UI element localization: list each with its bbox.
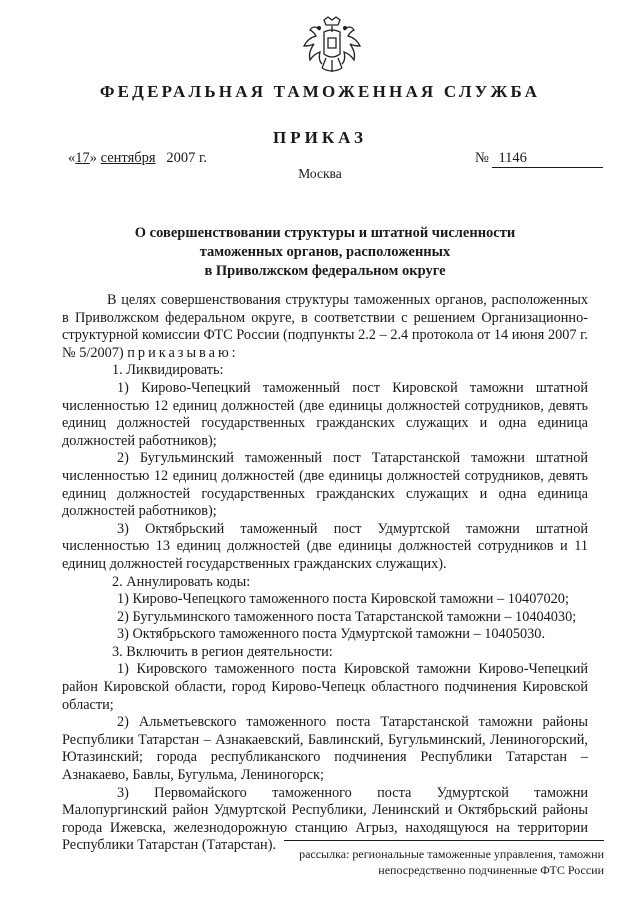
footer-divider [284, 840, 604, 841]
list-item: 3) Октябрьского таможенного поста Удмуртской таможни – 10405030. [117, 626, 546, 643]
document-title [60, 224, 590, 281]
date-month: сентября [100, 150, 156, 166]
number-prefix: № [475, 150, 489, 166]
city: Москва [298, 166, 342, 181]
list-item: 2) Альметьевского таможенного поста Татарстанской таможни районы Республики Татарстан – Азнакаевский, Бавлинский, Бугульминский, Лениногорский, Ютазинский; города республиканского подчинения Республики Татарстан – Азнакаево, Бавлы, Бугульма, Лениногорск; [62, 714, 588, 784]
list-item: 3) Первомайского таможенного поста Удмуртской таможни Малопургинский район Удмуртской Республики, Ленинский и Октябрьский районы города Ижевска, железнодорожную станцию Агрыз, находящуюся на территории Республики Татарстан (Татарстан). [62, 784, 588, 854]
date-year: 2007 г. [166, 150, 207, 166]
distribution-note [284, 846, 604, 878]
date-day: 17 [75, 150, 90, 166]
list-item: 1) Кировского таможенного поста Кировской таможни Кирово-Чепецкий район Кировской области, город Кирово-Чепецк областного подчинения Кировской области; [62, 661, 588, 713]
distribution-line: рассылка: региональные таможенные управления, таможни [299, 847, 604, 861]
double-headed-eagle-emblem-icon [302, 14, 362, 78]
section-heading: 3. Включить в регион деятельности: [112, 643, 333, 660]
document-body [62, 292, 588, 855]
agency-name: ФЕДЕРАЛЬНАЯ ТАМОЖЕННАЯ СЛУЖБА [99, 82, 541, 101]
list-item: 1) Кирово-Чепецкого таможенного поста Кировской таможни – 10407020; [117, 591, 569, 608]
distribution-line: непосредственно подчиненные ФТС России [378, 863, 604, 877]
list-item: 1) Кирово-Чепецкий таможенный пост Кировской таможни штатной численностью 12 единиц должностей (две единицы должностей сотрудников, девять единиц должностей государственных гражданских служащих и одна единица должностей работников); [62, 379, 588, 449]
section-heading: 1. Ликвидировать: [112, 362, 224, 379]
list-item: 2) Бугульминский таможенный пост Татарстанской таможни штатной численностью 12 единиц должностей (две единицы должностей сотрудников, девять единиц должностей государственных гражданских служащих и одна единица должностей работников); [62, 450, 588, 520]
title-line: в Приволжском федеральном округе [204, 263, 446, 279]
document-type: ПРИКАЗ [273, 128, 367, 147]
list-item: 2) Бугульминского таможенного поста Татарстанской таможни – 10404030; [117, 608, 577, 625]
order-date: «17» сентября 2007 г. [68, 150, 207, 166]
intro-paragraph [62, 292, 588, 362]
title-line: таможенных органов, расположенных [199, 244, 451, 260]
number-value: 1146 [492, 150, 603, 168]
list-item: 3) Октябрьский таможенный пост Удмуртской таможни штатной численностью 13 единиц должностей (две единицы должностей сотрудников и 11 единиц должностей государственных гражданских служащих). [62, 520, 588, 572]
section-heading: 2. Аннулировать коды: [112, 573, 251, 590]
intro-action: приказываю: [127, 344, 239, 361]
intro-text: В целях совершенствования структуры таможенных органов, расположенных в Приволжском федеральном округе, в соответствии с решением Организационно-структурной комиссии ФТС России (подпункты 2.2 – 2.4 протокола от 14 июня 2007 г. № 5/2007) [62, 292, 588, 361]
title-line: О совершенствовании структуры и штатной численности [134, 225, 516, 241]
